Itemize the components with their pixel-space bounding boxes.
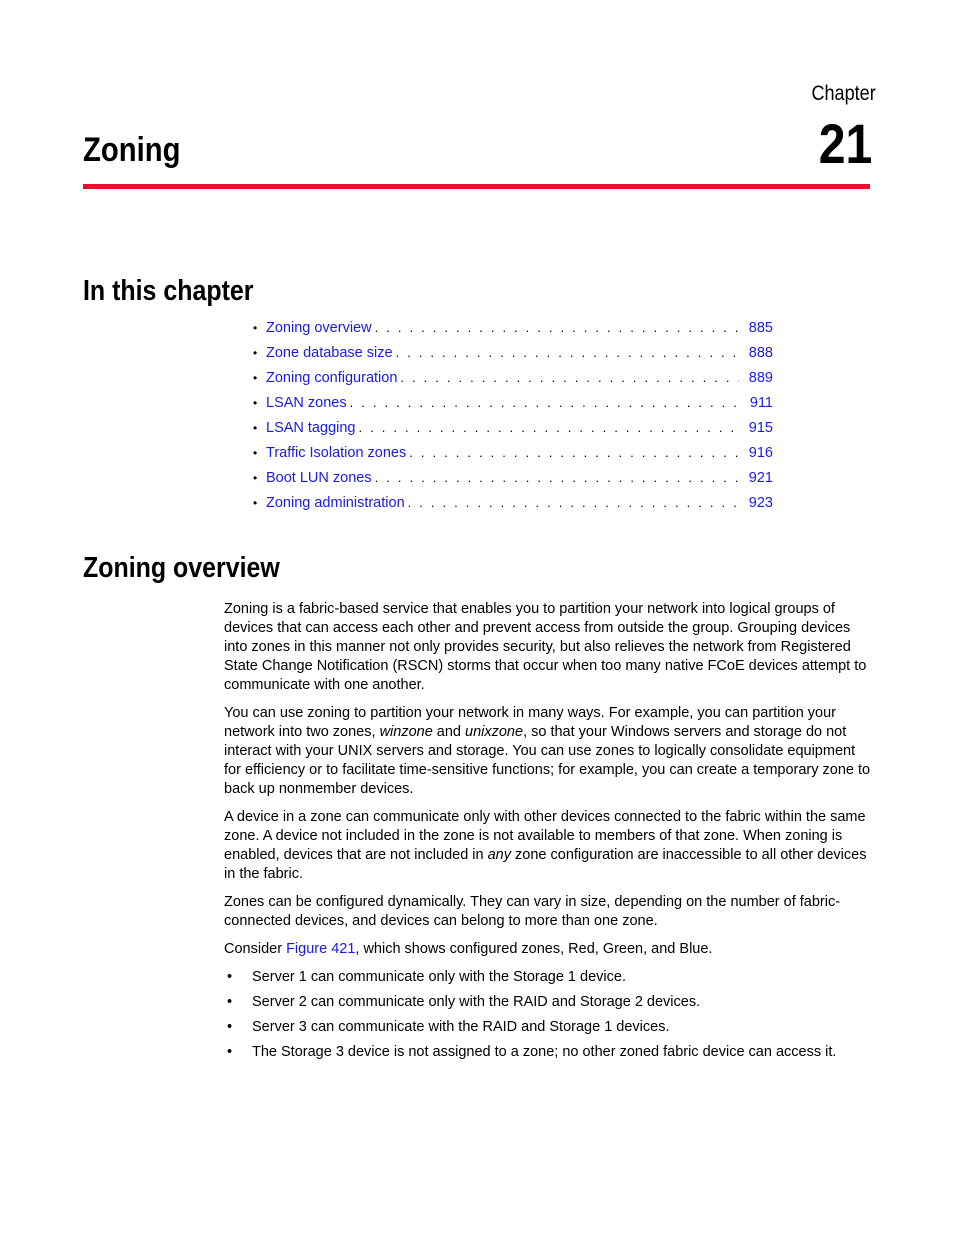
paragraph bbox=[224, 808, 874, 884]
in-this-chapter-heading: In this chapter bbox=[83, 275, 254, 307]
bullet: • bbox=[227, 1019, 233, 1035]
toc-page-number[interactable]: 923 bbox=[748, 495, 773, 511]
toc-page-number[interactable]: 915 bbox=[748, 420, 773, 436]
text-run: A device in a zone can communicate only with other devices connected to the fabric within the same zone. A device not included in the zone is not available to members of that zone. When zoning is enabled, devices that are not included in bbox=[224, 809, 866, 863]
toc-leader-dots bbox=[400, 370, 739, 385]
zoning-overview-heading: Zoning overview bbox=[83, 552, 280, 584]
chapter-label: Chapter bbox=[811, 82, 876, 105]
list-item bbox=[224, 1018, 874, 1043]
toc-item[interactable] bbox=[253, 495, 773, 520]
chapter-number: 21 bbox=[818, 112, 872, 175]
toc-item[interactable] bbox=[253, 395, 773, 420]
toc-page-number[interactable]: 916 bbox=[748, 445, 773, 461]
paragraph: Zones can be configured dynamically. They can vary in size, depending on the number of fabric-connected devices, and devices can belong to more than one zone. bbox=[224, 894, 841, 929]
bullet: • bbox=[253, 396, 258, 410]
zone-name: winzone bbox=[379, 724, 433, 740]
bullet: • bbox=[227, 1044, 233, 1060]
toc-link[interactable]: LSAN tagging bbox=[266, 420, 356, 436]
toc-leader-dots bbox=[375, 320, 739, 335]
toc-leader-dots bbox=[408, 495, 739, 510]
text-run: Consider bbox=[224, 941, 287, 957]
toc-leader-dots bbox=[358, 420, 739, 435]
toc-page-number[interactable]: 888 bbox=[748, 345, 773, 361]
toc-link[interactable]: Zoning administration bbox=[266, 495, 405, 511]
toc-link[interactable]: Zoning configuration bbox=[266, 370, 398, 386]
paragraph bbox=[224, 940, 874, 959]
toc-item[interactable] bbox=[253, 345, 773, 370]
toc-leader-dots bbox=[350, 395, 739, 410]
text-run: zone configuration are inaccessible to all other devices in the fabric. bbox=[224, 847, 867, 882]
text-run: and bbox=[432, 724, 466, 740]
bullet: • bbox=[227, 994, 233, 1010]
paragraph bbox=[224, 704, 874, 799]
text-run: You can use zoning to partition your network in many ways. For example, you can partition your network into two zones, bbox=[224, 705, 837, 740]
text-run: , which shows configured zones, Red, Green, and Blue. bbox=[355, 941, 713, 957]
toc-page-number[interactable]: 885 bbox=[748, 320, 773, 336]
chapter-title: Zoning bbox=[83, 131, 181, 169]
paragraph: Zoning is a fabric-based service that enables you to partition your network into logical groups of devices that can access each other and prevent access from outside the group. Grouping devices into zones in this manner not only provides security, but also relieves the network from Registered State Change Notification (RSCN) storms that occur when too many native FCoE devices attempt to communicate with one another. bbox=[224, 601, 867, 693]
toc-link[interactable]: Zoning overview bbox=[266, 320, 372, 336]
toc-item[interactable] bbox=[253, 320, 773, 345]
figure-link[interactable]: Figure 421 bbox=[286, 941, 356, 957]
toc-item[interactable] bbox=[253, 370, 773, 395]
bullet: • bbox=[253, 471, 258, 485]
text-run: , so that your Windows servers and storage do not interact with your UNIX servers and storage. You can use zones to logically consolidate equipment for efficiency or to facilitate time-sensitive functions; for example, you can create a temporary zone to back up nonmember devices. bbox=[224, 724, 871, 797]
toc-item[interactable] bbox=[253, 445, 773, 470]
toc-link[interactable]: Traffic Isolation zones bbox=[266, 445, 407, 461]
toc-link[interactable]: LSAN zones bbox=[266, 395, 347, 411]
toc-leader-dots bbox=[375, 470, 739, 485]
list-item-text: Server 1 can communicate only with the Storage 1 device. bbox=[252, 969, 626, 985]
toc-link[interactable]: Zone database size bbox=[266, 345, 393, 361]
bullet: • bbox=[253, 496, 258, 510]
list-item bbox=[224, 993, 874, 1018]
toc-item[interactable] bbox=[253, 470, 773, 495]
bullet-list bbox=[224, 968, 874, 1068]
list-item bbox=[224, 968, 874, 993]
toc-item[interactable] bbox=[253, 420, 773, 445]
list-item-text: Server 2 can communicate only with the RAID and Storage 2 devices. bbox=[252, 994, 701, 1010]
list-item-text: Server 3 can communicate with the RAID and Storage 1 devices. bbox=[252, 1019, 670, 1035]
toc-leader-dots bbox=[409, 445, 739, 460]
bullet: • bbox=[227, 969, 233, 985]
list-item-text: The Storage 3 device is not assigned to a zone; no other zoned fabric device can access it. bbox=[252, 1044, 837, 1060]
chapter-toc bbox=[253, 320, 773, 520]
toc-page-number[interactable]: 889 bbox=[748, 370, 773, 386]
emphasis: any bbox=[487, 847, 511, 863]
section-body bbox=[224, 600, 874, 1068]
bullet: • bbox=[253, 371, 258, 385]
title-rule bbox=[83, 184, 870, 189]
bullet: • bbox=[253, 346, 258, 360]
bullet: • bbox=[253, 446, 258, 460]
toc-leader-dots bbox=[396, 345, 739, 360]
zone-name: unixzone bbox=[465, 724, 524, 740]
list-item bbox=[224, 1043, 874, 1068]
bullet: • bbox=[253, 421, 258, 435]
toc-page-number[interactable]: 921 bbox=[748, 470, 773, 486]
toc-link[interactable]: Boot LUN zones bbox=[266, 470, 372, 486]
bullet: • bbox=[253, 321, 258, 335]
toc-page-number[interactable]: 911 bbox=[749, 395, 773, 411]
